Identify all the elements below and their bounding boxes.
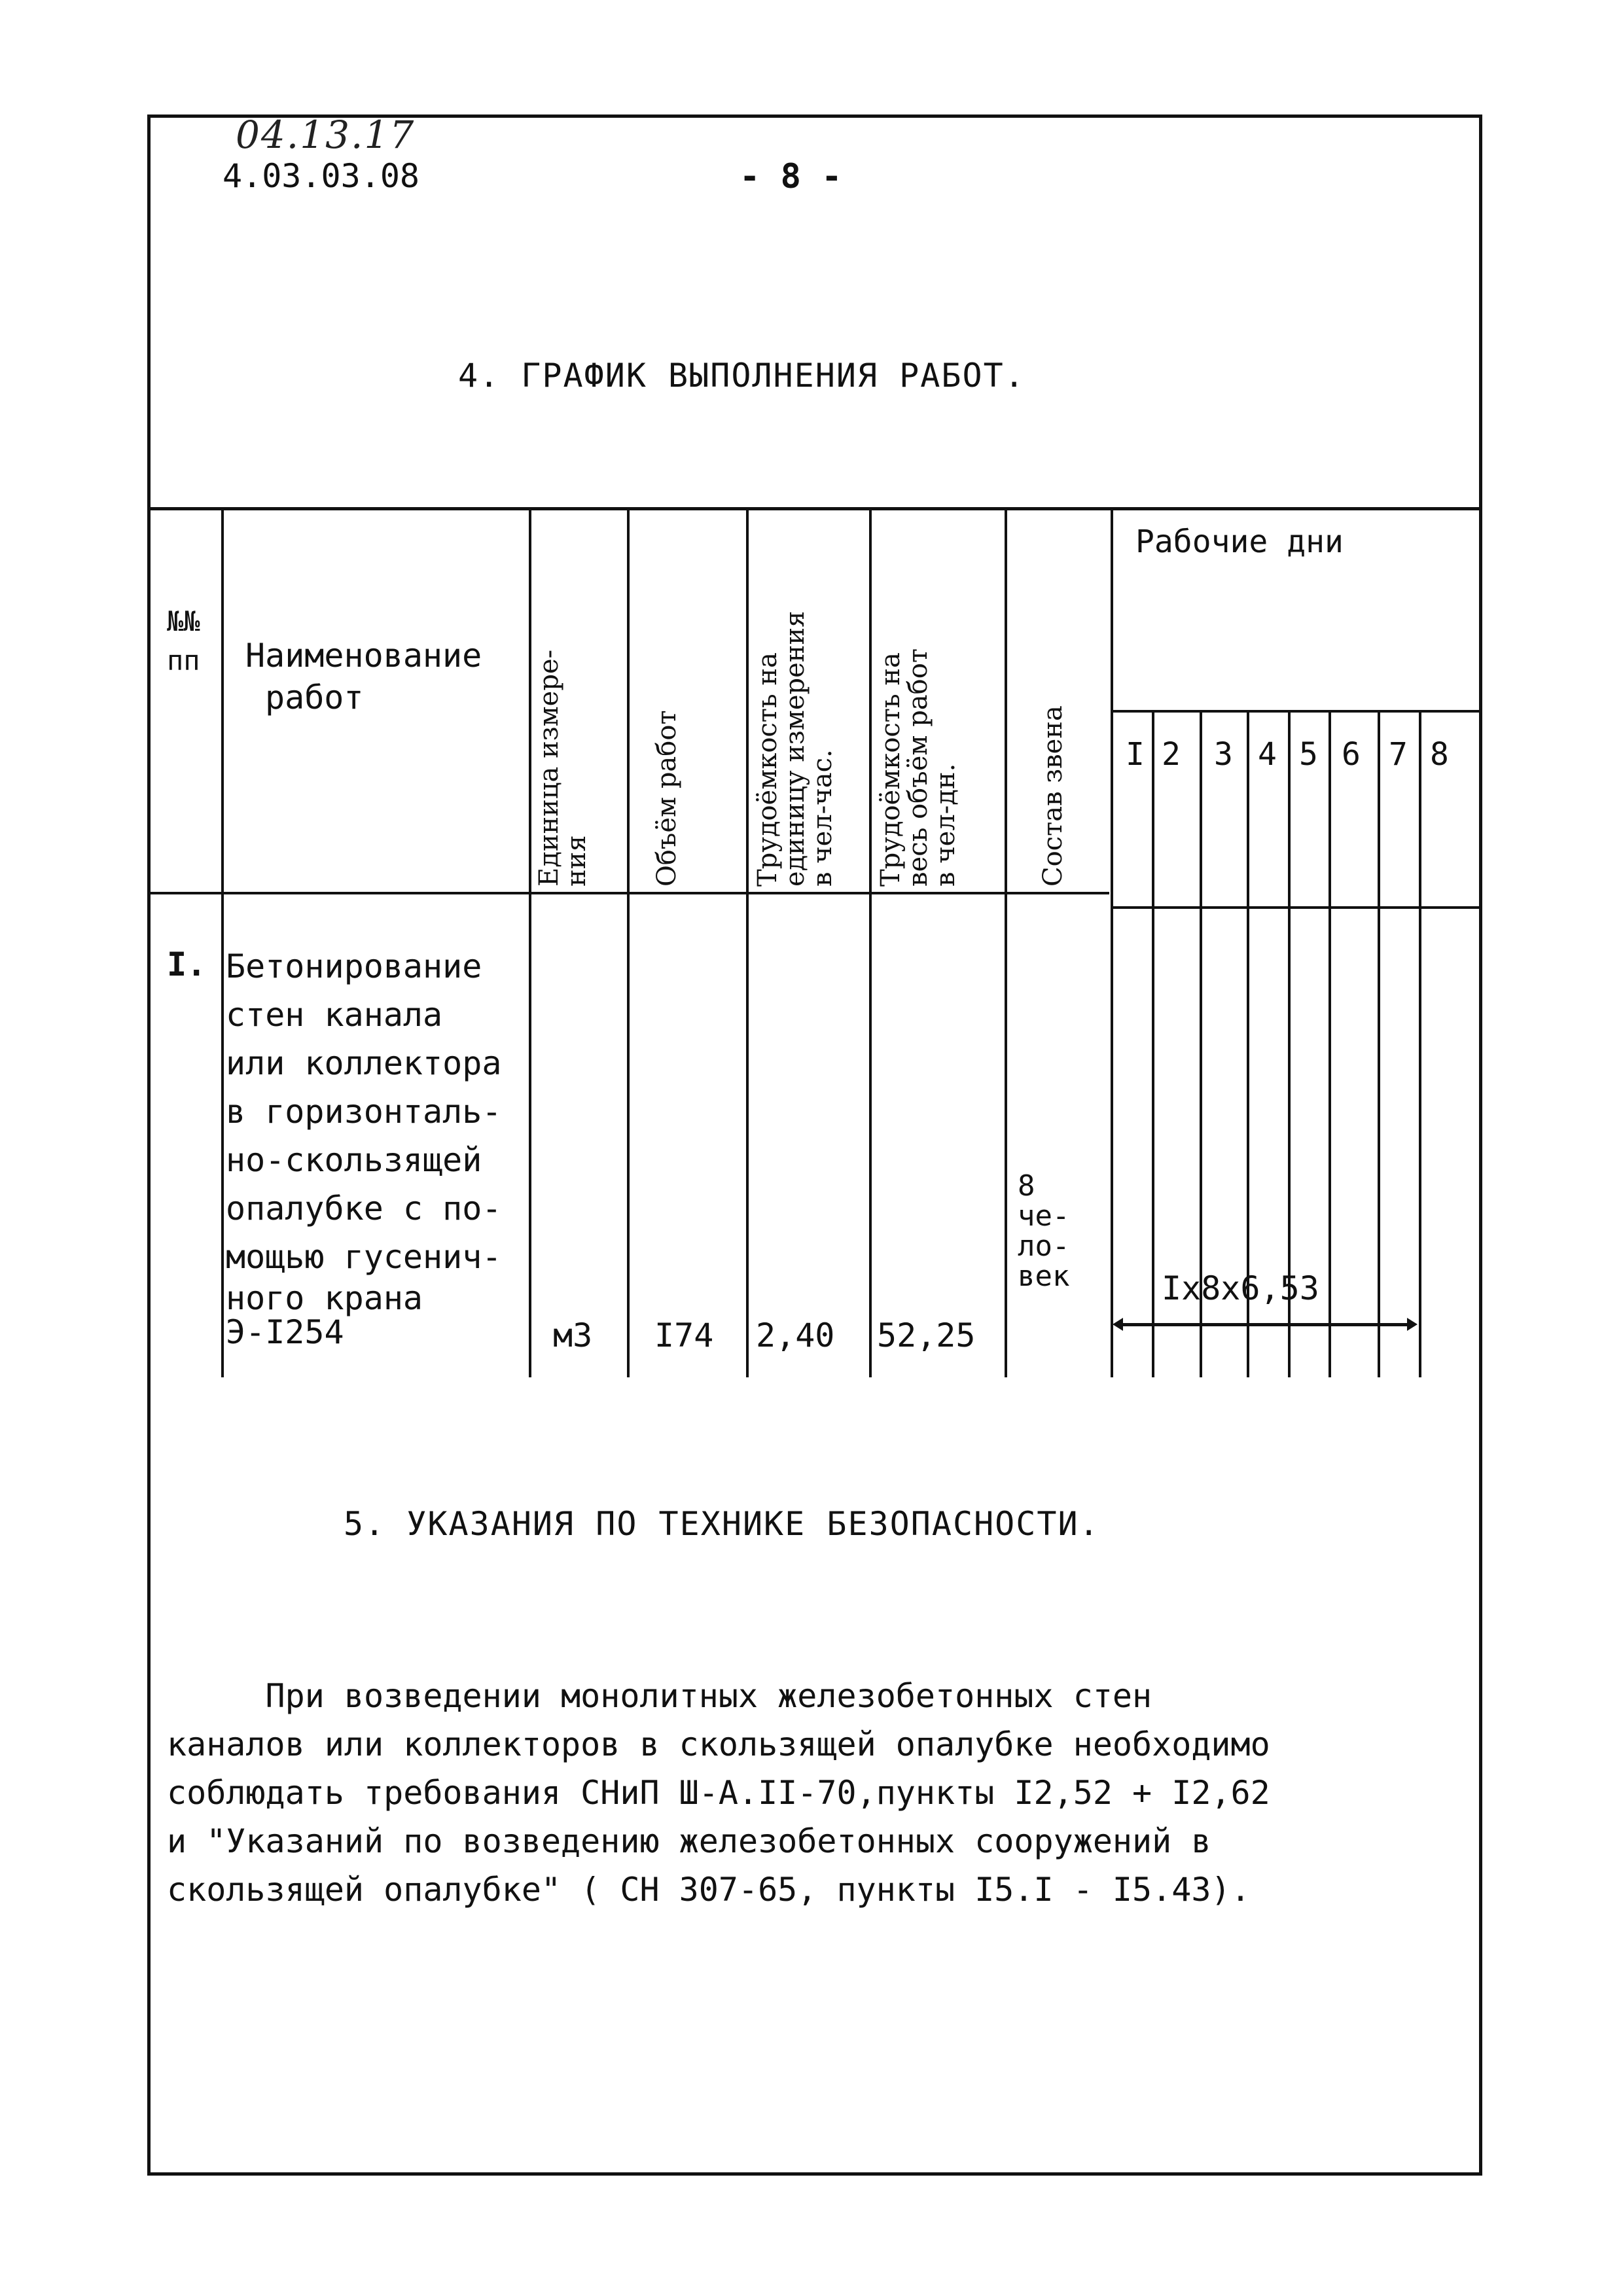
handwritten-code: 04.13.17 <box>236 113 416 157</box>
row-crew-line: ло- <box>1018 1229 1070 1263</box>
day-label-8: 8 <box>1430 736 1449 773</box>
col-header-number-line1: №№ <box>167 605 200 637</box>
schedule-bar <box>1120 1323 1408 1326</box>
schedule-bar-end-arrow <box>1407 1318 1418 1331</box>
page-number: - 8 - <box>740 157 842 196</box>
row-volume: I74 <box>654 1316 714 1354</box>
row-work-name-line: в горизонталь- <box>226 1093 502 1131</box>
safety-paragraph <box>167 1672 1463 1914</box>
paragraph-line: скользящей опалубке" ( СН 307-65, пункты I5.I - I5.43). <box>167 1871 1251 1909</box>
row-unit: м3 <box>553 1316 593 1354</box>
paragraph-line: соблюдать требования СНиП Ш-А.II-70,пункты I2,52 + I2,62 <box>167 1774 1270 1812</box>
col-header-volume: Объём работ <box>652 710 682 887</box>
schedule-bar-label: Iх8х6,53 <box>1162 1269 1319 1307</box>
row-labor-total: 52,25 <box>877 1316 976 1354</box>
col-header-name-line1: Наименование <box>245 637 482 675</box>
row-work-name-line: или коллектора <box>226 1044 502 1082</box>
day-label-7: 7 <box>1389 736 1408 773</box>
row-crew-line: 8 <box>1018 1169 1035 1203</box>
row-work-name-line: опалубке с по- <box>226 1190 502 1227</box>
col-divider-5 <box>869 507 872 1377</box>
col-divider-7 <box>1111 507 1113 1377</box>
col-header-number <box>167 602 200 680</box>
section-4-title: 4. ГРАФИК ВЫПОЛНЕНИЯ РАБОТ. <box>458 357 1026 395</box>
day-label-2: 2 <box>1162 736 1181 773</box>
col-divider-4 <box>746 507 749 1377</box>
section-5-title: 5. УКАЗАНИЯ ПО ТЕХНИКЕ БЕЗОПАСНОСТИ. <box>344 1505 1100 1543</box>
row-work-name-line: ного крана <box>226 1279 423 1317</box>
day-divider-7 <box>1419 710 1421 1377</box>
col-header-workdays: Рабочие дни <box>1135 523 1344 560</box>
col-header-labor-total: Трудоёмкость на весь объём работ в чел-дн. <box>876 648 961 887</box>
day-label-1: I <box>1126 736 1145 773</box>
days-header-divider <box>1113 710 1479 713</box>
day-label-4: 4 <box>1258 736 1277 773</box>
row-work-name-line: Э-I254 <box>226 1313 344 1351</box>
row-work-name-line: но-скользящей <box>226 1141 482 1179</box>
row-number: I. <box>167 945 207 983</box>
day-divider-6 <box>1378 710 1380 1377</box>
col-divider-2 <box>529 507 531 1377</box>
row-crew-line: че- <box>1018 1199 1070 1233</box>
day-label-6: 6 <box>1342 736 1361 773</box>
col-divider-6 <box>1005 507 1007 1377</box>
row-work-name-line: Бетонирование <box>226 947 482 985</box>
row-work-name-line: мощью гусенич- <box>226 1238 502 1276</box>
row-work-name <box>226 942 501 1349</box>
row-crew <box>1018 1171 1069 1292</box>
col-header-name-line2: работ <box>265 679 364 716</box>
table-top-border <box>147 507 1482 510</box>
col-header-unit: Единица измере- ния <box>534 649 592 887</box>
col-header-crew: Состав звена <box>1038 705 1068 887</box>
row-work-name-line: стен канала <box>226 996 443 1034</box>
day-label-3: 3 <box>1214 736 1233 773</box>
col-divider-3 <box>627 507 630 1377</box>
paragraph-line: и "Указаний по возведению железобетонных сооружений в <box>167 1822 1211 1860</box>
row-crew-line: век <box>1018 1260 1070 1293</box>
paragraph-line: каналов или коллекторов в скользящей опалубке необходимо <box>167 1725 1270 1763</box>
row-labor-unit: 2,40 <box>756 1316 835 1354</box>
col-header-number-line2: пп <box>167 645 200 677</box>
document-code: 4.03.03.08 <box>223 157 420 195</box>
day-label-5: 5 <box>1299 736 1318 773</box>
day-divider-5 <box>1329 710 1331 1377</box>
paragraph-line: При возведении монолитных железобетонных стен <box>167 1677 1152 1715</box>
col-divider-1 <box>221 507 224 1377</box>
col-header-name <box>245 635 482 718</box>
col-header-labor-unit: Трудоёмкость на единицу измерения в чел-час. <box>753 610 838 887</box>
days-header-bottom <box>1113 906 1479 909</box>
day-divider-1 <box>1152 710 1154 1377</box>
